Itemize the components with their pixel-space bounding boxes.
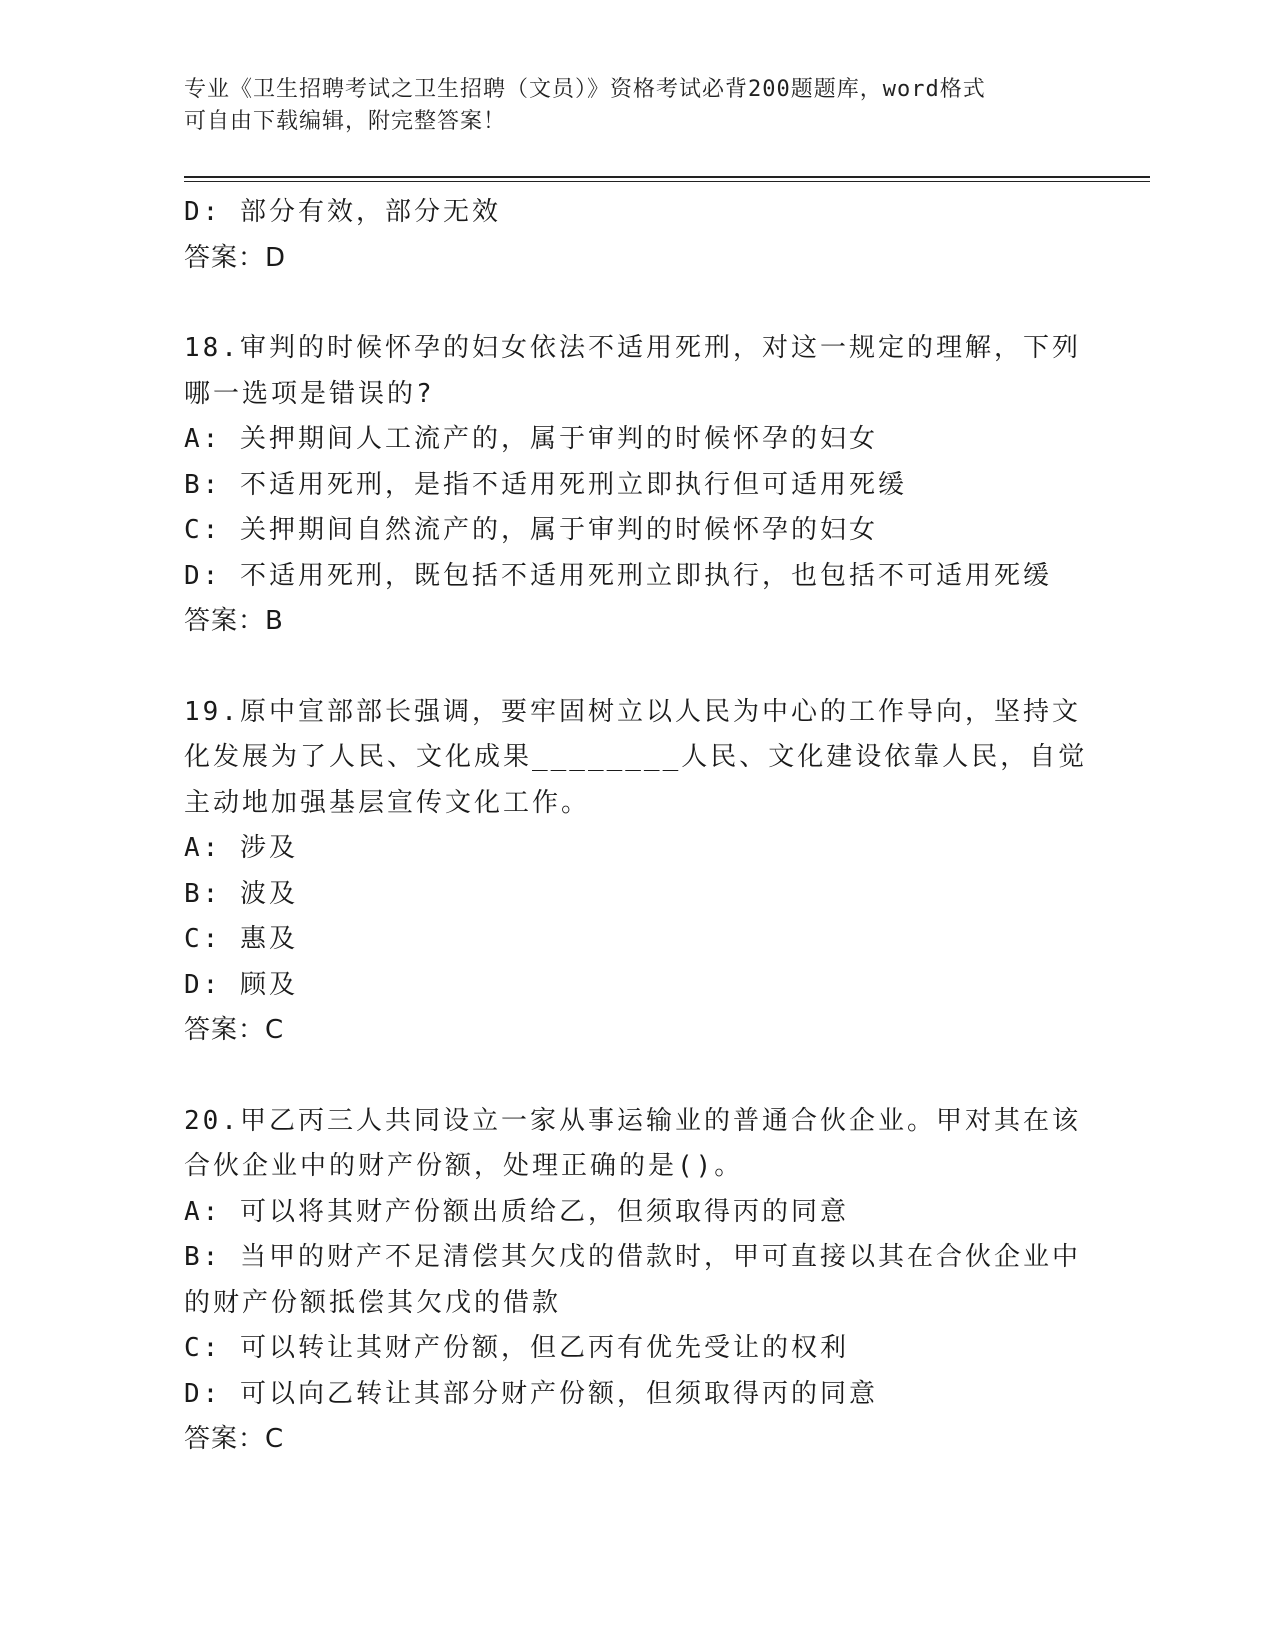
question-19 [184,690,1088,1054]
option-b: B: 波及 [184,878,298,909]
answer: 答案：C [184,1015,285,1045]
option-a: A: 涉及 [184,833,298,863]
prev-option-d: D: 部分有效，部分无效 [184,197,501,227]
answer: 答案：C [184,1424,285,1454]
answer: 答案：B [184,606,284,636]
question-text-line: 化发展为了人民、文化成果________人民、文化建设依靠人民，自觉 [184,742,1088,772]
question-text-line: 合伙企业中的财产份额，处理正确的是()。 [184,1151,744,1181]
question-text-line: 哪一选项是错误的? [184,378,435,409]
option-d: D: 不适用死刑，既包括不适用死刑立即执行，也包括不可适用死缓 [184,560,1052,591]
header-line-2: 可自由下载编辑，附完整答案！ [184,109,507,134]
question-18 [184,326,1084,645]
header-divider [184,176,1150,178]
option-a: A: 关押期间人工流产的，属于审判的时候怀孕的妇女 [184,424,878,454]
option-d: D: 顾及 [184,969,298,1000]
option-b: B: 当甲的财产不足清偿其欠戊的借款时，甲可直接以其在合伙企业中 [184,1242,1081,1272]
spacer [184,281,1084,326]
spacer [184,645,1084,690]
header-divider-thin [184,181,1150,182]
option-d: D: 可以向乙转让其部分财产份额，但须取得丙的同意 [184,1378,878,1409]
question-20 [184,1099,1084,1463]
option-c: C: 可以转让其财产份额，但乙丙有优先受让的权利 [184,1333,849,1363]
option-a: A: 可以将其财产份额出质给乙，但须取得丙的同意 [184,1196,849,1227]
spacer [184,1054,1084,1099]
question-list [184,190,1088,1463]
option-b-continued: 的财产份额抵偿其欠戊的借款 [184,1287,562,1318]
question-text-line: 18.审判的时候怀孕的妇女依法不适用死刑，对这一规定的理解，下列 [184,333,1081,363]
option-b: B: 不适用死刑，是指不适用死刑立即执行但可适用死缓 [184,469,907,500]
question-text-line: 20.甲乙丙三人共同设立一家从事运输业的普通合伙企业。甲对其在该 [184,1105,1081,1136]
question-text-line: 主动地加强基层宣传文化工作。 [184,787,591,818]
document-header [184,74,1064,138]
question-text-line: 19.原中宣部部长强调，要牢固树立以人民为中心的工作导向，坚持文 [184,696,1081,727]
prev-answer: 答案：D [184,242,287,273]
header-line-1: 专业《卫生招聘考试之卫生招聘（文员）》资格考试必背200题题库，word格式 [184,77,986,102]
option-c: C: 关押期间自然流产的，属于审判的时候怀孕的妇女 [184,515,878,545]
option-c: C: 惠及 [184,924,298,954]
